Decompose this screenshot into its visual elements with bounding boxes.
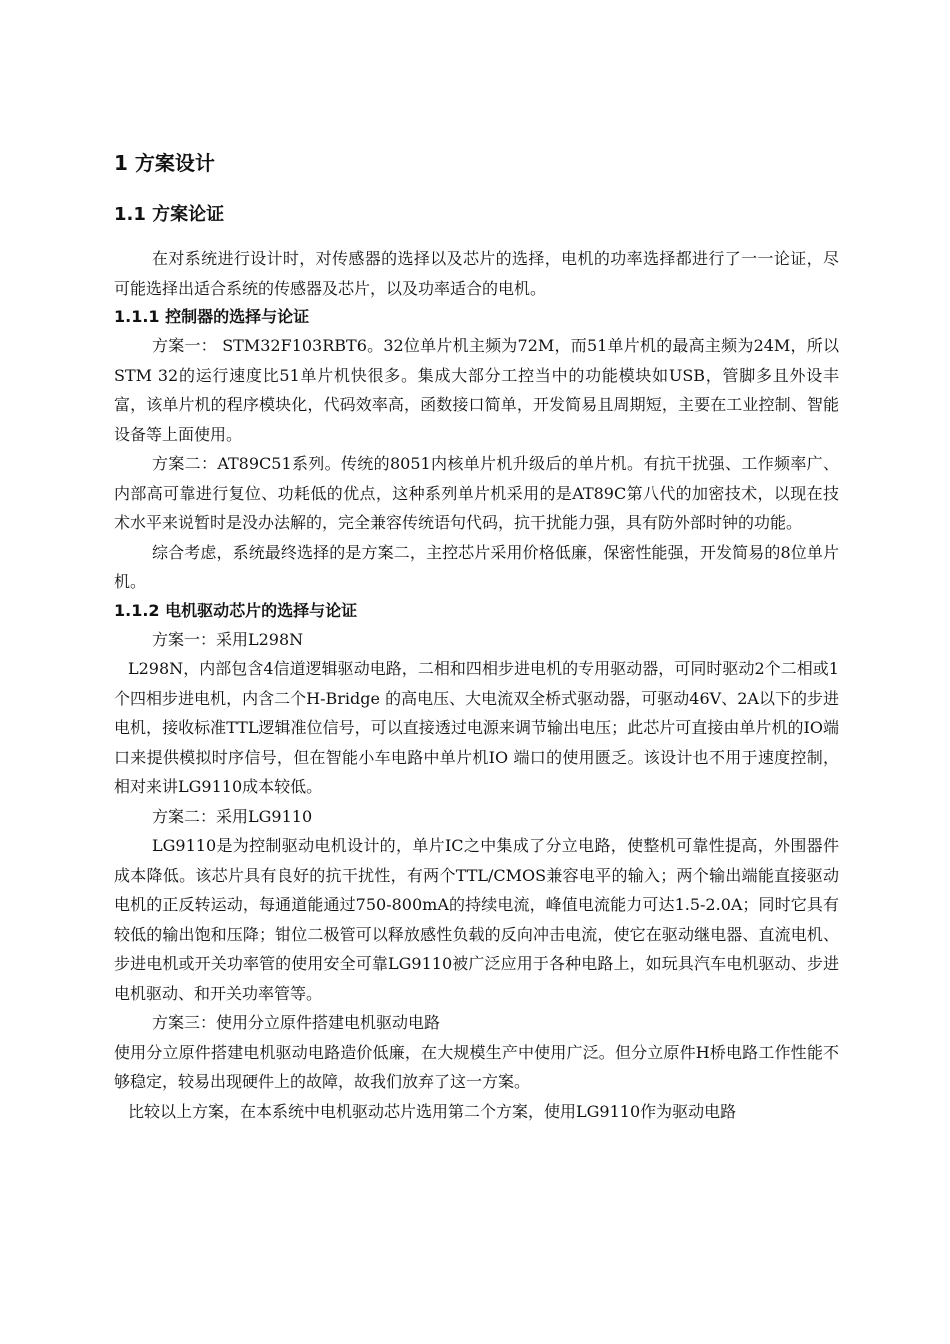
- controller-plan2-paragraph: 方案二：AT89C51系列。传统的8051内核单片机升级后的单片机。有抗干扰强、工作频率广、内部高可靠进行复位、功耗低的优点，这种系列单片机采用的是AT89C第八代的加密技术，以现在技术水平来说暂时是没办法解的，完全兼容传统语句代码，抗干扰能力强，具有防外部时钟的功能。: [114, 454, 839, 532]
- driver-plan1-paragraph: L298N，内部包含4信道逻辑驱动电路，二相和四相步进电机的专用驱动器，可同时驱动2个二相或1个四相步进电机，内含二个H-Bridge 的高电压、大电流双全桥式驱动器，可驱动46V、2A以下的步进电机，接收标准TTL逻辑准位信号，可以直接透过电源来调节输出电压；此芯片可直接由单片机的IO端口来提供模拟时序信号，但在智能小车电路中单片机IO 端口的使用匮乏。该设计也不用于速度控制，相对来讲LG9110成本较低。: [114, 659, 839, 796]
- driver-conclusion-paragraph: 比较以上方案，在本系统中电机驱动芯片选用第二个方案，使用LG9110作为驱动电路: [128, 1101, 737, 1121]
- controller-plan1-paragraph: 方案一： STM32F103RBT6。32位单片机主频为72M，而51单片机的最高主频为24M，所以STM 32的运行速度比51单片机快很多。集成大部分工控当中的功能模块如USB，管脚多且外设丰富，该单片机的程序模块化，代码效率高，函数接口简单，开发简易且周期短，主要在工业控制、智能设备等上面使用。: [114, 336, 839, 444]
- driver-plan1-title: 方案一：采用L298N: [152, 629, 304, 649]
- section-heading: 1.1 方案论证: [114, 204, 225, 225]
- intro-paragraph: 在对系统进行设计时，对传感器的选择以及芯片的选择，电机的功率选择都进行了一一论证，尽可能选择出适合系统的传感器及芯片，以及功率适合的电机。: [114, 249, 839, 298]
- chapter-heading: 1 方案设计: [114, 151, 215, 175]
- driver-plan2-paragraph: LG9110是为控制驱动电机设计的，单片IC之中集成了分立电路，使整机可靠性提高，外围器件成本降低。该芯片具有良好的抗干扰性，有两个TTL/CMOS兼容电平的输入；两个输出端能直接驱动电机的正反转运动，每通道能通过750-800mA的持续电流，峰值电流能力可达1.5-2.0A；同时它具有较低的输出饱和压降；钳位二极管可以释放感性负载的反向冲击电流，使它在驱动继电器、直流电机、步进电机或开关功率管的使用安全可靠LG9110被广泛应用于各种电路上，如玩具汽车电机驱动、步进电机驱动、和开关功率管等。: [114, 836, 839, 1003]
- driver-plan3-title: 方案三：使用分立原件搭建电机驱动电路: [152, 1013, 441, 1032]
- driver-plan2-title: 方案二：采用LG9110: [152, 806, 313, 826]
- driver-section-heading: 1.1.2 电机驱动芯片的选择与论证: [114, 600, 358, 620]
- driver-plan3-paragraph: 使用分立原件搭建电机驱动电路造价低廉，在大规模生产中使用广泛。但分立原件H桥电路工作性能不够稳定，较易出现硬件上的故障，故我们放弃了这一方案。: [114, 1042, 839, 1091]
- controller-conclusion-paragraph: 综合考虑，系统最终选择的是方案二，主控芯片采用价格低廉，保密性能强，开发简易的8位单片机。: [114, 542, 839, 591]
- document-body: [114, 148, 839, 1126]
- controller-section-heading: 1.1.1 控制器的选择与论证: [114, 307, 310, 326]
